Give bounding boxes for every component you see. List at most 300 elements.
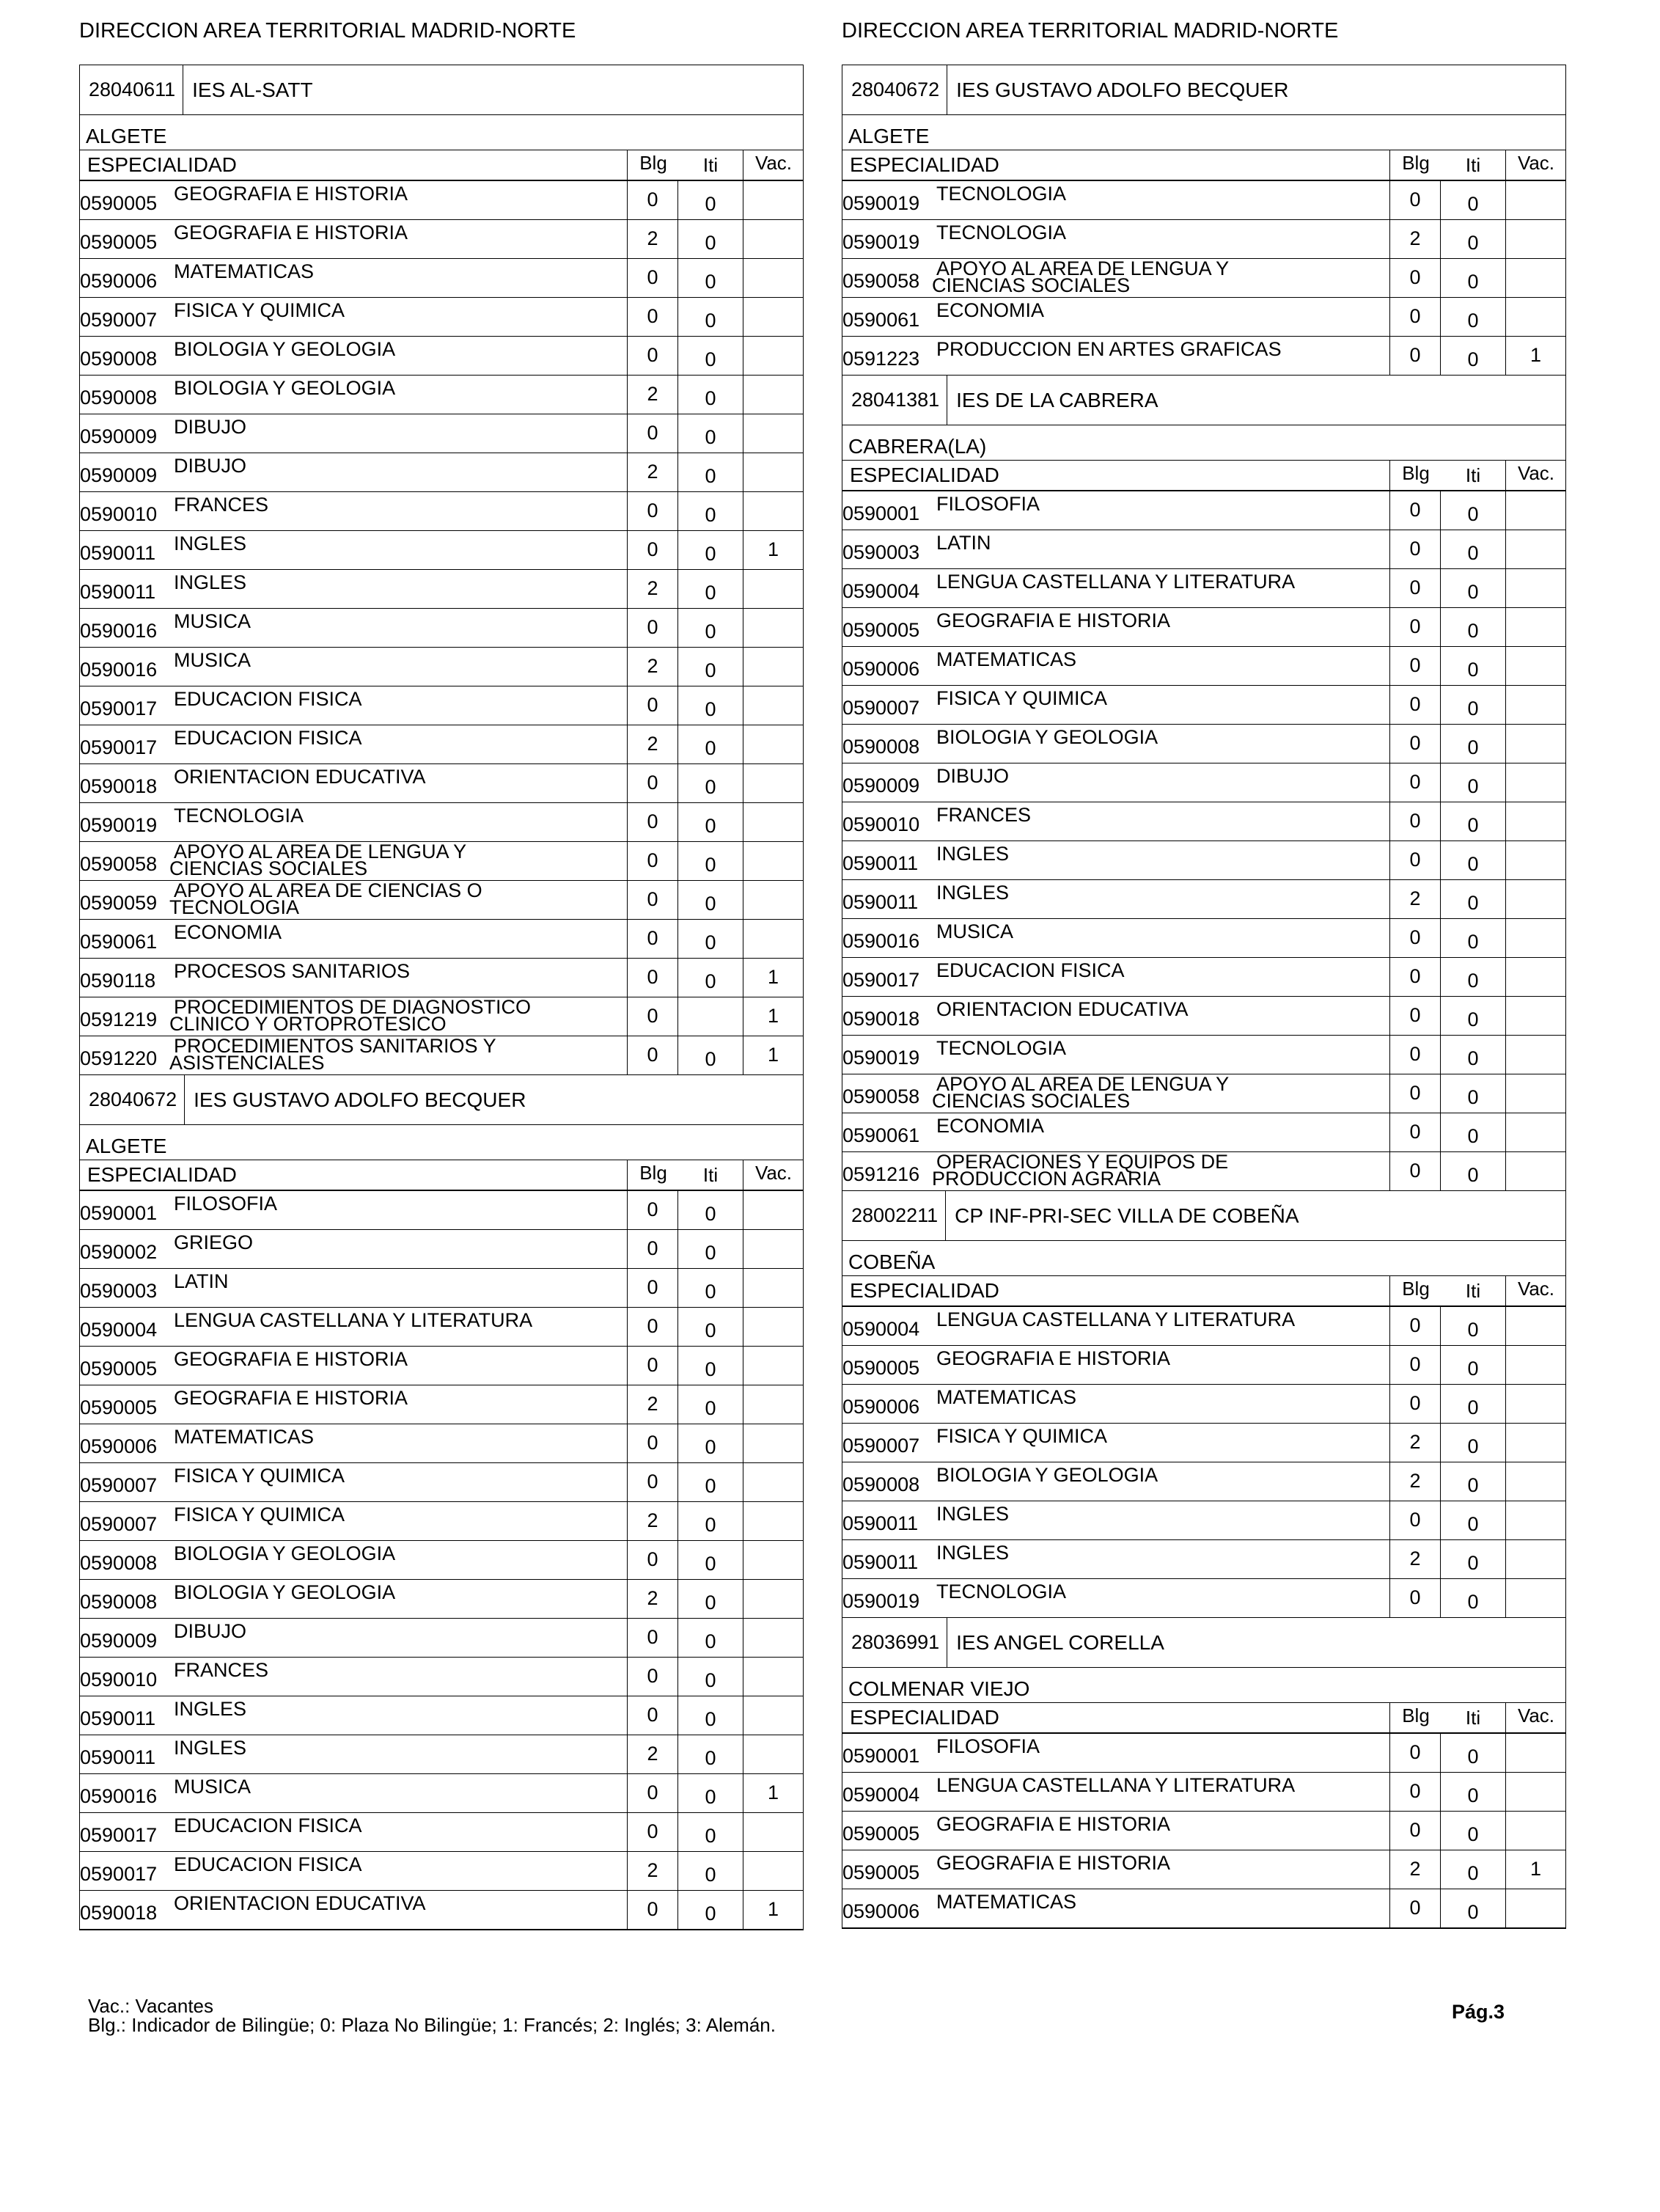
specialty-code: 0590011	[80, 581, 156, 603]
table-row	[80, 1813, 803, 1852]
specialty-name-line: FILOSOFIA	[174, 1193, 278, 1215]
specialty-code: 0590005	[842, 1357, 920, 1379]
iti-value: 0	[705, 193, 716, 215]
table-row	[80, 1036, 803, 1075]
specialty-name	[169, 879, 482, 918]
blg-value: 0	[1389, 1307, 1441, 1345]
specialty-code: 0590011	[842, 1551, 919, 1573]
iti-value: 0	[1467, 1435, 1479, 1457]
specialty-name	[936, 1039, 1066, 1058]
iti-value: 0	[1467, 1552, 1479, 1574]
specialty-name-line: BIOLOGIA Y GEOLOGIA	[936, 1464, 1158, 1486]
school-header	[80, 1075, 803, 1125]
specialty-code: 0590059	[80, 892, 158, 914]
specialty-code: 0590008	[80, 1591, 158, 1613]
iti-value: 0	[705, 1242, 716, 1264]
iti-value: 0	[1467, 659, 1479, 681]
vac-value: 1	[743, 1036, 803, 1074]
blg-value: 0	[1389, 1773, 1441, 1811]
table-row	[80, 842, 803, 881]
iti-value: 0	[705, 659, 716, 681]
table-row	[80, 1308, 803, 1347]
vac-value	[743, 920, 803, 958]
blg-value: 0	[627, 1696, 678, 1735]
column-header	[842, 461, 1565, 491]
blg-value: 2	[1389, 1540, 1441, 1578]
vac-value: 1	[743, 1891, 803, 1929]
specialty-name	[174, 1544, 395, 1564]
header-especialidad: ESPECIALIDAD	[850, 153, 999, 176]
specialty-name-line: ASISTENCIALES	[169, 1052, 325, 1074]
blg-value: 2	[1389, 1850, 1441, 1889]
blg-value: 2	[627, 453, 678, 491]
table-row	[80, 1502, 803, 1541]
town-name: CABRERA(LA)	[842, 425, 1565, 461]
specialty-code: 0590016	[842, 930, 920, 952]
specialty-name-line: TECNOLOGIA	[169, 896, 300, 918]
specialty-name	[936, 340, 1282, 359]
specialty-name-line: TECNOLOGIA	[936, 1037, 1067, 1059]
specialty-name-line: MUSICA	[936, 920, 1014, 942]
specialty-name-line: CIENCIAS SOCIALES	[169, 857, 368, 879]
specialty-name-line: LATIN	[936, 532, 991, 554]
table-row	[80, 959, 803, 997]
vac-value	[743, 570, 803, 608]
table-row	[842, 1734, 1565, 1773]
specialty-name-line: INGLES	[174, 1737, 247, 1759]
blg-value: 0	[627, 842, 678, 880]
specialty-name-line: GEOGRAFIA E HISTORIA	[936, 1347, 1171, 1369]
specialty-code: 0590061	[842, 1124, 920, 1146]
header-blg: Blg	[1389, 1276, 1442, 1305]
vac-value	[1505, 608, 1565, 646]
iti-value: 0	[1467, 232, 1479, 254]
table-row	[80, 220, 803, 259]
blg-value: 0	[1389, 1152, 1441, 1190]
specialty-code: 0590011	[80, 1707, 156, 1729]
column-header	[80, 150, 803, 181]
specialty-name	[174, 728, 362, 748]
table-row	[842, 1113, 1565, 1152]
blg-value: 0	[1389, 647, 1441, 685]
specialty-name	[174, 378, 395, 398]
blg-value: 0	[1389, 337, 1441, 375]
iti-value: 0	[705, 1281, 716, 1303]
vac-value	[743, 725, 803, 763]
specialty-code: 0590003	[80, 1280, 158, 1302]
iti-value: 0	[705, 1669, 716, 1691]
specialty-code: 0590009	[80, 464, 158, 486]
specialty-name	[174, 1427, 314, 1447]
specialty-name	[174, 806, 304, 826]
specialty-code: 0591220	[80, 1047, 158, 1069]
iti-value: 0	[705, 1708, 716, 1730]
blg-value: 2	[627, 725, 678, 763]
specialty-name	[936, 1776, 1295, 1795]
specialty-name	[936, 1427, 1107, 1446]
table-row	[80, 764, 803, 803]
specialty-name	[932, 1073, 1230, 1112]
iti-value: 0	[1467, 1513, 1479, 1535]
blg-value: 0	[1389, 725, 1441, 763]
table-row	[80, 337, 803, 376]
specialty-code: 0590058	[80, 853, 158, 875]
iti-value: 0	[705, 465, 716, 487]
iti-value: 0	[705, 1630, 716, 1652]
table-row	[80, 1541, 803, 1580]
blg-value: 2	[627, 648, 678, 686]
vac-value	[1505, 1036, 1565, 1074]
specialty-name-line: PROCESOS SANITARIOS	[174, 960, 411, 982]
specialty-name	[936, 689, 1107, 708]
blg-value: 0	[1389, 1501, 1441, 1539]
specialty-name	[936, 961, 1125, 981]
header-blg: Blg	[1389, 150, 1442, 180]
specialty-code: 0590010	[80, 503, 158, 525]
vac-value	[743, 842, 803, 880]
specialty-name-line: LENGUA CASTELLANA Y LITERATURA	[174, 1309, 533, 1331]
iti-value: 0	[1467, 1358, 1479, 1380]
specialty-name-line: GEOGRAFIA E HISTORIA	[174, 183, 408, 205]
blg-value: 0	[1389, 763, 1441, 802]
table-row	[842, 1385, 1565, 1424]
header-blg: Blg	[627, 150, 679, 180]
blg-value: 0	[627, 764, 678, 802]
specialty-name-line: INGLES	[936, 1542, 1010, 1564]
specialty-name-line: BIOLOGIA Y GEOLOGIA	[174, 1581, 396, 1603]
specialty-name	[936, 922, 1013, 942]
specialty-name-line: LATIN	[174, 1270, 229, 1292]
blg-value: 0	[627, 1813, 678, 1851]
header-iti: Iti	[1465, 464, 1481, 486]
blg-value: 0	[1389, 1113, 1441, 1151]
blg-value: 0	[1389, 298, 1441, 336]
iti-value: 0	[705, 1864, 716, 1886]
school-code: 28036991	[842, 1618, 947, 1667]
vac-value	[1505, 569, 1565, 607]
table-row	[842, 763, 1565, 802]
vac-value	[1505, 1152, 1565, 1190]
table-row	[80, 181, 803, 220]
specialty-name-line: PROCEDIMIENTOS SANITARIOS Y	[174, 1035, 496, 1057]
header-vac: Vac.	[1505, 150, 1566, 180]
specialty-code: 0590007	[842, 1435, 920, 1457]
specialty-name	[936, 1388, 1076, 1407]
footer-legend	[88, 1996, 776, 2035]
table-row	[80, 453, 803, 492]
table-row	[80, 1696, 803, 1735]
school-code: 28040611	[80, 65, 183, 114]
footer-vac-legend: Vac.: Vacantes	[88, 1995, 214, 2017]
table-row	[80, 376, 803, 414]
specialty-name-line: LENGUA CASTELLANA Y LITERATURA	[936, 571, 1296, 593]
specialty-name	[174, 534, 246, 554]
iti-value: 0	[705, 854, 716, 876]
school-name: IES DE LA CABRERA	[956, 388, 1158, 411]
town-name: COBEÑA	[842, 1241, 1565, 1276]
table-row	[842, 1579, 1565, 1618]
blg-value: 0	[627, 920, 678, 958]
table-row	[80, 1580, 803, 1619]
vac-value	[1505, 880, 1565, 918]
specialty-name	[174, 1583, 395, 1603]
blg-value: 0	[627, 803, 678, 841]
blg-value: 0	[627, 531, 678, 569]
vac-value	[1505, 1074, 1565, 1113]
vac-value	[1505, 1579, 1565, 1617]
vac-value	[1505, 1889, 1565, 1927]
iti-value: 0	[705, 620, 716, 642]
specialty-name-line: GEOGRAFIA E HISTORIA	[936, 609, 1171, 631]
vac-value	[743, 298, 803, 336]
specialty-code: 0590005	[80, 231, 158, 253]
table-row	[842, 919, 1565, 958]
blg-value: 0	[1389, 491, 1441, 530]
specialty-name	[936, 883, 1009, 903]
specialty-name-line: FRANCES	[174, 494, 269, 516]
specialty-name	[174, 1466, 345, 1486]
blg-value: 0	[1389, 1074, 1441, 1113]
town-name: ALGETE	[80, 115, 803, 150]
specialty-code: 0590009	[80, 425, 158, 447]
iti-value: 0	[705, 582, 716, 604]
specialty-name-line: PROCEDIMIENTOS DE DIAGNOSTICO	[174, 996, 532, 1018]
specialty-code: 0590005	[80, 192, 158, 214]
blg-value: 0	[1389, 530, 1441, 568]
specialty-name-line: FILOSOFIA	[936, 493, 1040, 515]
vac-value	[743, 453, 803, 491]
iti-value: 0	[705, 1553, 716, 1575]
table-row	[842, 1850, 1565, 1889]
blg-value: 0	[1389, 997, 1441, 1035]
specialty-name	[936, 1814, 1170, 1834]
blg-value: 0	[627, 1347, 678, 1385]
vac-value	[1505, 181, 1565, 219]
iti-value: 0	[1467, 853, 1479, 875]
specialty-name-line: BIOLOGIA Y GEOLOGIA	[174, 338, 396, 360]
specialty-code: 0590005	[842, 1823, 920, 1845]
vac-value	[1505, 958, 1565, 996]
table-row	[80, 259, 803, 298]
specialty-name	[174, 1505, 345, 1525]
direction-title: DIRECCION AREA TERRITORIAL MADRID-NORTE	[79, 19, 576, 43]
vac-value	[1505, 298, 1565, 336]
iti-value: 0	[705, 1592, 716, 1614]
blg-value: 0	[627, 959, 678, 997]
vac-value	[1505, 686, 1565, 724]
table-row	[80, 414, 803, 453]
specialty-name	[174, 417, 246, 437]
specialty-name-line: MATEMATICAS	[174, 260, 315, 282]
specialty-name-line: GEOGRAFIA E HISTORIA	[174, 1387, 408, 1409]
vac-value	[1505, 725, 1565, 763]
specialty-code: 0590061	[80, 931, 158, 953]
iti-value: 0	[705, 504, 716, 526]
blg-value: 2	[627, 376, 678, 414]
specialty-name	[936, 533, 991, 553]
specialty-name	[174, 1194, 277, 1214]
table-row	[80, 492, 803, 531]
vac-value	[743, 414, 803, 453]
blg-value: 2	[627, 1385, 678, 1424]
specialty-name	[174, 689, 362, 709]
specialty-name-line: BIOLOGIA Y GEOLOGIA	[174, 377, 396, 399]
header-blg: Blg	[627, 1160, 679, 1190]
specialty-name	[174, 573, 246, 593]
iti-value: 0	[1467, 310, 1479, 332]
table-row	[80, 1658, 803, 1696]
iti-value: 0	[705, 348, 716, 370]
specialty-code: 0590006	[842, 1396, 920, 1418]
iti-value: 0	[1467, 620, 1479, 642]
specialty-name	[174, 1272, 229, 1292]
table-row	[842, 181, 1565, 220]
table-row	[80, 648, 803, 686]
header-iti: Iti	[702, 1163, 719, 1186]
header-iti: Iti	[702, 153, 719, 176]
specialty-code: 0590009	[842, 774, 920, 796]
specialty-code: 0590019	[80, 814, 158, 836]
iti-value: 0	[1467, 1823, 1479, 1845]
blg-value: 0	[1389, 181, 1441, 219]
specialty-code: 0590008	[80, 387, 158, 409]
table-row	[842, 1074, 1565, 1113]
table-row	[80, 1347, 803, 1385]
table-row	[80, 686, 803, 725]
table-row	[842, 491, 1565, 530]
blg-value: 0	[627, 1774, 678, 1812]
blg-value: 2	[1389, 880, 1441, 918]
vac-value	[743, 259, 803, 297]
iti-value: 0	[705, 1825, 716, 1847]
specialty-name-line: MUSICA	[174, 610, 251, 632]
vac-value	[743, 1580, 803, 1618]
iti-value: 0	[1467, 1319, 1479, 1341]
iti-value: 0	[1467, 1901, 1479, 1923]
specialty-name	[174, 184, 408, 204]
specialty-code: 0590004	[842, 1318, 920, 1340]
specialty-code: 0590004	[842, 1784, 920, 1806]
iti-value: 0	[705, 1397, 716, 1419]
blg-value: 0	[627, 1891, 678, 1929]
specialty-name-line: INGLES	[936, 843, 1010, 865]
specialty-code: 0590005	[80, 1358, 158, 1380]
specialty-name-line: APOYO AL AREA DE LENGUA Y	[174, 841, 467, 863]
specialty-name-line: APOYO AL AREA DE LENGUA Y	[936, 1073, 1230, 1095]
iti-value: 0	[705, 543, 716, 565]
blg-value: 0	[1389, 569, 1441, 607]
specialty-code: 0590006	[80, 1435, 158, 1457]
specialty-name-line: ORIENTACION EDUCATIVA	[174, 1892, 426, 1914]
vac-value: 1	[743, 1774, 803, 1812]
specialty-code: 0590061	[842, 309, 920, 331]
table-row	[80, 920, 803, 959]
specialty-name	[174, 340, 395, 359]
specialty-name-line: TECNOLOGIA	[936, 183, 1067, 205]
specialty-name-line: OPERACIONES Y EQUIPOS DE	[936, 1151, 1229, 1173]
blg-value: 0	[627, 609, 678, 647]
specialty-name	[174, 1349, 408, 1369]
iti-value: 0	[1467, 1474, 1479, 1496]
table-row	[842, 958, 1565, 997]
specialty-name	[936, 1543, 1009, 1563]
blg-value: 2	[1389, 220, 1441, 258]
specialty-name	[174, 1660, 268, 1680]
vac-value	[743, 1269, 803, 1307]
iti-value: 0	[705, 893, 716, 915]
specialty-code: 0590017	[842, 969, 920, 991]
blg-value: 0	[627, 414, 678, 453]
vac-value	[1505, 491, 1565, 530]
iti-value: 0	[1467, 892, 1479, 914]
blg-value: 0	[1389, 841, 1441, 879]
specialty-name	[174, 1699, 246, 1719]
iti-value: 0	[1467, 775, 1479, 797]
specialty-name	[936, 1310, 1295, 1330]
specialty-name-line: MATEMATICAS	[936, 1386, 1077, 1408]
vac-value	[743, 764, 803, 802]
iti-value	[678, 997, 743, 1036]
vac-value	[743, 1347, 803, 1385]
table-row	[80, 1463, 803, 1502]
specialty-name	[174, 1311, 532, 1330]
specialty-name-line: LENGUA CASTELLANA Y LITERATURA	[936, 1774, 1296, 1796]
table-row	[842, 1346, 1565, 1385]
specialty-code: 0590011	[842, 852, 919, 874]
vac-value	[743, 881, 803, 919]
specialty-name	[936, 1582, 1066, 1602]
specialty-code: 0590018	[80, 1902, 158, 1924]
specialty-name	[174, 456, 246, 476]
specialty-name-line: FISICA Y QUIMICA	[936, 1425, 1108, 1447]
specialty-name	[936, 1737, 1040, 1757]
vac-value	[743, 1852, 803, 1890]
blg-value: 0	[627, 1308, 678, 1346]
specialty-code: 0591219	[80, 1008, 158, 1030]
specialty-code: 0590004	[80, 1319, 158, 1341]
specialty-name-line: MATEMATICAS	[936, 1891, 1077, 1913]
blg-value: 0	[1389, 1734, 1441, 1772]
specialty-name-line: FRANCES	[174, 1659, 269, 1681]
table-row	[80, 609, 803, 648]
specialty-name	[174, 923, 282, 942]
school-header	[842, 376, 1565, 425]
specialty-name	[169, 841, 467, 879]
specialty-name	[169, 1035, 496, 1074]
vac-value	[743, 1230, 803, 1268]
blg-value: 0	[627, 1191, 678, 1229]
table-row	[842, 1773, 1565, 1812]
direction-title: DIRECCION AREA TERRITORIAL MADRID-NORTE	[842, 19, 1339, 43]
specialty-code: 0590001	[80, 1202, 158, 1224]
iti-value: 0	[705, 387, 716, 409]
page-number: Pág.3	[1452, 2001, 1505, 2023]
table-row	[80, 881, 803, 920]
table-row	[80, 997, 803, 1036]
town-name: ALGETE	[80, 1125, 803, 1160]
blg-value: 0	[1389, 1812, 1441, 1850]
iti-value: 0	[705, 931, 716, 953]
header-iti: Iti	[1465, 1706, 1481, 1729]
specialty-name	[936, 728, 1158, 747]
specialty-name-line: PRODUCCION EN ARTES GRAFICAS	[936, 338, 1282, 360]
specialty-code: 0590005	[842, 619, 920, 641]
blg-value: 0	[627, 492, 678, 530]
specialty-code: 0590017	[80, 736, 158, 758]
blg-value: 0	[627, 337, 678, 375]
table-row	[842, 1307, 1565, 1346]
vac-value	[743, 1735, 803, 1773]
